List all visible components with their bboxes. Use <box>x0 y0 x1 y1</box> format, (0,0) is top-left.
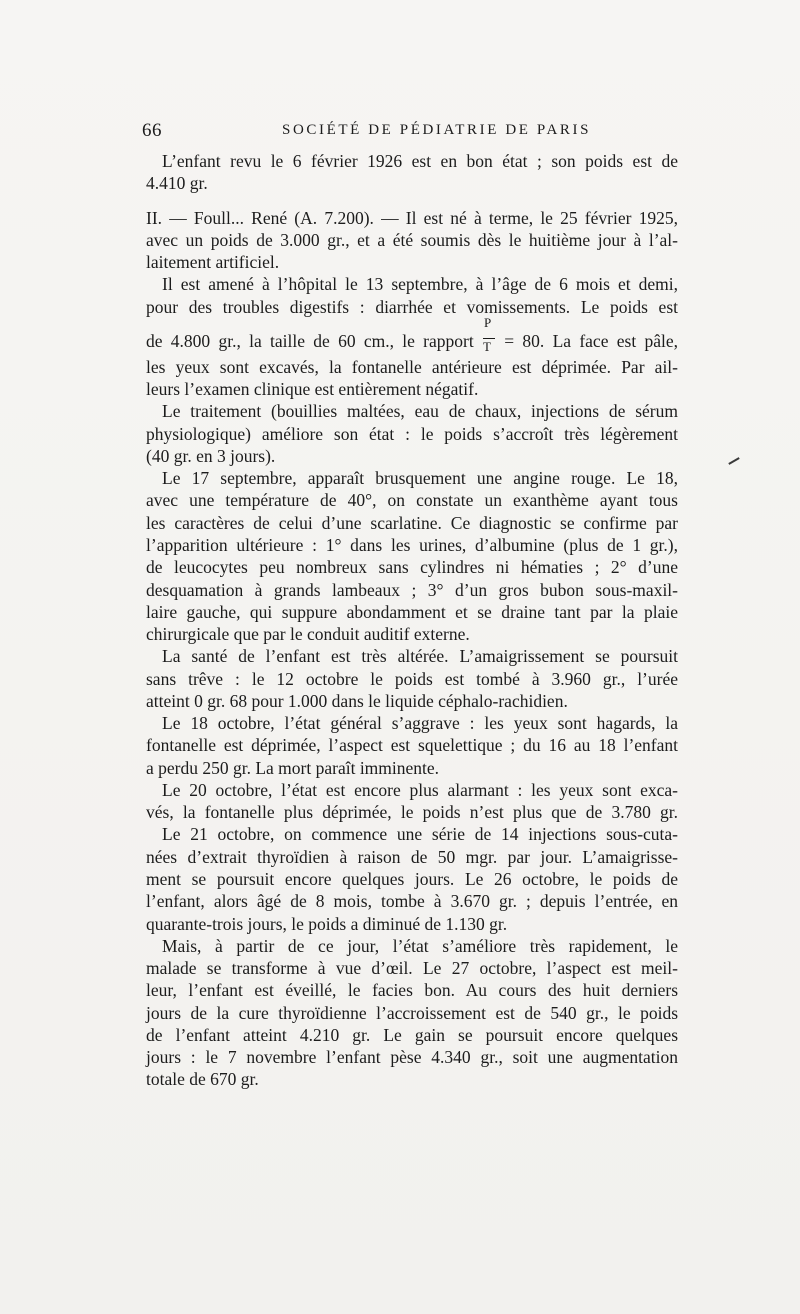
text-line: leurs l’examen clinique est entièrement négatif. <box>146 379 479 400</box>
text-line: fontanelle est déprimée, l’aspect est squelettique ; du 16 au 18 l’enfant <box>146 735 678 756</box>
text-line: totale de 670 gr. <box>146 1069 259 1090</box>
formula-before: de 4.800 gr., la taille de 60 cm., le rapport <box>146 330 482 351</box>
fraction-numerator: P <box>484 314 492 330</box>
text-line: a perdu 250 gr. La mort paraît imminente. <box>146 757 440 778</box>
text-line: vés, la fontanelle plus déprimée, le poids n’est plus que de 3.780 gr. <box>146 802 678 823</box>
text-line: malade se transforme à vue d’œil. Le 27 octobre, l’aspect est meil- <box>146 958 678 979</box>
text-line: les caractères de celui d’une scarlatine. Ce diagnostic se confirme par <box>146 512 678 533</box>
formula-after: = 80. La face est pâle, <box>496 330 678 351</box>
text-line: l’apparition ultérieure : 1° dans les urines, d’albumine (plus de 1 gr.), <box>146 534 678 555</box>
fraction-denominator: T <box>483 338 491 354</box>
text-line: physiologique) améliore son état : le poids s’accroît très légèrement <box>146 423 678 444</box>
text-line: La santé de l’enfant est très altérée. L’amaigrissement se poursuit <box>162 646 678 667</box>
text-line: nées d’extrait thyroïdien à raison de 50 mgr. par jour. L’amaigrisse- <box>146 846 678 867</box>
text-line: L’enfant revu le 6 février 1926 est en bon état ; son poids est de <box>162 151 678 171</box>
text-line: avec un poids de 3.000 gr., et a été soumis dès le huitième jour à l’al- <box>146 229 678 250</box>
text-line: de leucocytes peu nombreux sans cylindres ni hématies ; 2° d’une <box>146 557 678 578</box>
page-header <box>142 120 660 144</box>
text-line: Mais, à partir de ce jour, l’état s’améliore très rapidement, le <box>162 935 678 956</box>
text-line: laire gauche, qui suppure abondamment et se draine tant par la plaie <box>146 601 678 622</box>
text-line: Le 18 octobre, l’état général s’aggrave : les yeux sont hagards, la <box>162 713 678 734</box>
margin-mark <box>728 457 739 465</box>
running-head: SOCIÉTÉ DE PÉDIATRIE DE PARIS <box>282 122 592 138</box>
ratio-fraction <box>482 314 496 354</box>
text-line: l’enfant, alors âgé de 8 mois, tombe à 3.670 gr. ; depuis l’entrée, en <box>146 891 678 912</box>
text-line: atteint 0 gr. 68 pour 1.000 dans le liquide céphalo-rachidien. <box>146 690 568 711</box>
text-line: chirurgicale que par le conduit auditif externe. <box>146 624 470 645</box>
text-line: jours : le 7 novembre l’enfant pèse 4.340 gr., soit une augmentation <box>146 1047 678 1068</box>
text-line: leur, l’enfant est éveillé, le facies bon. Au cours des huit derniers <box>146 980 678 1001</box>
text-line: laitement artificiel. <box>146 252 280 273</box>
text-line: Il est amené à l’hôpital le 13 septembre, à l’âge de 6 mois et demi, <box>162 274 678 295</box>
article-body <box>146 150 678 1091</box>
text-line: 4.410 gr. <box>146 173 208 194</box>
text-line: les yeux sont excavés, la fontanelle antérieure est déprimée. Par ail- <box>146 356 678 377</box>
text-line: sans trêve : le 12 octobre le poids est tombé à 3.960 gr., l’urée <box>146 668 678 689</box>
formula-line <box>146 314 678 356</box>
text-line: jours de la cure thyroïdienne l’accroissement est de 540 gr., le poids <box>146 1002 678 1023</box>
text-line: Le 21 octobre, on commence une série de 14 injections sous-cuta- <box>162 824 678 845</box>
text-line: (40 gr. en 3 jours). <box>146 445 276 466</box>
page-number: 66 <box>142 120 162 141</box>
case-heading-line: II. — Foull... René (A. 7.200). — Il est né à terme, le 25 février 1925, <box>146 207 678 228</box>
text-line: quarante-trois jours, le poids a diminué de 1.130 gr. <box>146 913 508 934</box>
text-line: Le traitement (bouillies maltées, eau de chaux, injections de sérum <box>162 401 678 422</box>
text-line: Le 17 septembre, apparaît brusquement une angine rouge. Le 18, <box>162 468 678 489</box>
text-line: de l’enfant atteint 4.210 gr. Le gain se poursuit encore quelques <box>146 1024 678 1045</box>
text-line: pour des troubles digestifs : diarrhée et vomissements. Le poids est <box>146 296 678 317</box>
text-line: avec une température de 40°, on constate un exanthème ayant tous <box>146 490 678 511</box>
text-line: Le 20 octobre, l’état est encore plus alarmant : les yeux sont exca- <box>162 779 678 800</box>
text-line: desquamation à grands lambeaux ; 3° d’un gros bubon sous-maxil- <box>146 579 678 600</box>
text-line: ment se poursuit encore quelques jours. Le 26 octobre, le poids de <box>146 868 678 889</box>
